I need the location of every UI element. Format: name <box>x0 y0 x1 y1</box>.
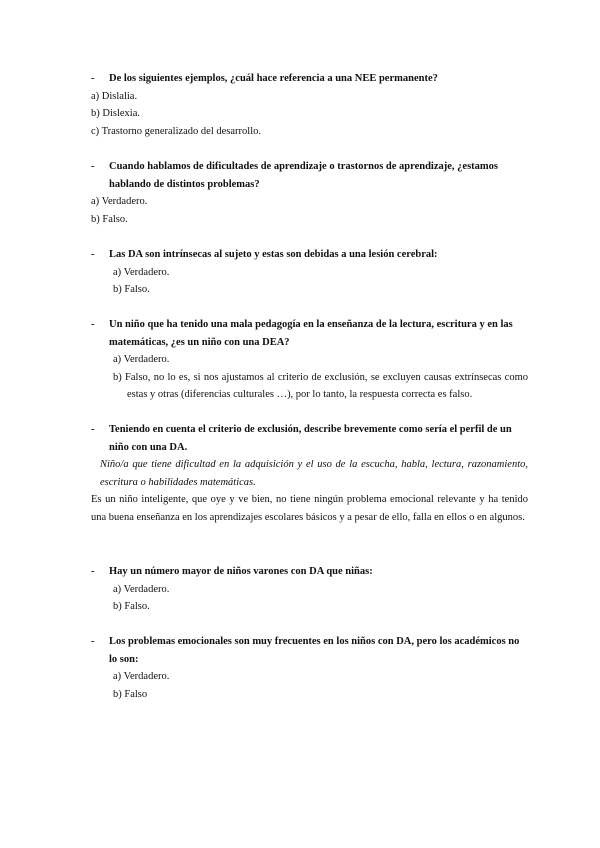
option-a: a) Verdadero. <box>113 266 170 278</box>
question-1-text: De los siguientes ejemplos, ¿cuál hace referencia a una NEE permanente? <box>109 73 438 84</box>
option-c: c) Trastorno generalizado del desarrollo. <box>91 125 261 137</box>
option-b: b) Falso. <box>91 213 128 225</box>
option-a: a) Verdadero. <box>91 196 148 207</box>
bullet: - <box>91 566 95 577</box>
question-5-text: Teniendo en cuenta el criterio de exclusión, describe brevemente como sería el perfil de un niño con una DA. <box>109 424 512 453</box>
question-3-text: Las DA son intrínsecas al sujeto y estas son debidas a una lesión cerebral: <box>109 249 438 260</box>
option-b: b) Falso <box>113 688 148 700</box>
question-4 <box>0 316 600 404</box>
question-text <box>0 316 600 351</box>
question-6-text: Hay un número mayor de niños varones con DA que niñas: <box>109 566 373 577</box>
option-b: b) Falso. <box>113 284 150 295</box>
question-2-text: Cuando hablamos de dificultades de aprendizaje o trastornos de aprendizaje, ¿estamos hablando de distintos problemas? <box>109 161 498 190</box>
question-7-text: Los problemas emocionales son muy frecuentes en los niños con DA, pero los académicos no lo son: <box>109 636 520 665</box>
bullet: - <box>91 73 95 84</box>
option-a: a) Verdadero. <box>113 583 170 595</box>
bullet: - <box>91 319 95 330</box>
question-2 <box>0 158 600 228</box>
question-text <box>0 633 600 668</box>
bullet: - <box>91 249 95 260</box>
bullet: - <box>91 424 95 435</box>
option-b: b) Falso, no lo es, si nos ajustamos al criterio de exclusión, se excluyen causas extrínsecas como estas y otras (diferencias culturales …), por lo tanto, la respuesta correcta es falso. <box>113 371 528 400</box>
bullet: - <box>91 636 95 647</box>
option-a: a) Verdadero. <box>113 354 170 365</box>
question-text <box>0 70 600 88</box>
bullet: - <box>91 161 95 172</box>
question-text <box>0 246 600 264</box>
option-a: a) Verdadero. <box>113 671 170 682</box>
option-a: a) Dislalia. <box>91 90 138 102</box>
answer-definition: Niño/a que tiene dificultad en la adquisición y el uso de la escucha, habla, lectura, razonamiento, escritura o habilidades matemáticas. <box>100 459 528 488</box>
question-1 <box>0 70 600 140</box>
option-b: b) Falso. <box>113 601 150 612</box>
question-5 <box>0 421 600 526</box>
question-6 <box>0 563 600 616</box>
answer-profile: Es un niño inteligente, que oye y ve bien, no tiene ningún problema emocional relevante y ha tenido una buena enseñanza en los aprendizajes escolares básicos y a pesar de ello, falla en ellos o en algunos. <box>91 494 528 523</box>
question-7 <box>0 633 600 703</box>
question-3 <box>0 246 600 299</box>
option-b: b) Dislexia. <box>91 108 140 119</box>
question-text <box>0 421 600 456</box>
question-text <box>0 563 600 581</box>
question-4-text: Un niño que ha tenido una mala pedagogía en la enseñanza de la lectura, escritura y en las matemáticas, ¿es un niño con una DEA? <box>109 319 513 348</box>
question-text <box>0 158 600 193</box>
